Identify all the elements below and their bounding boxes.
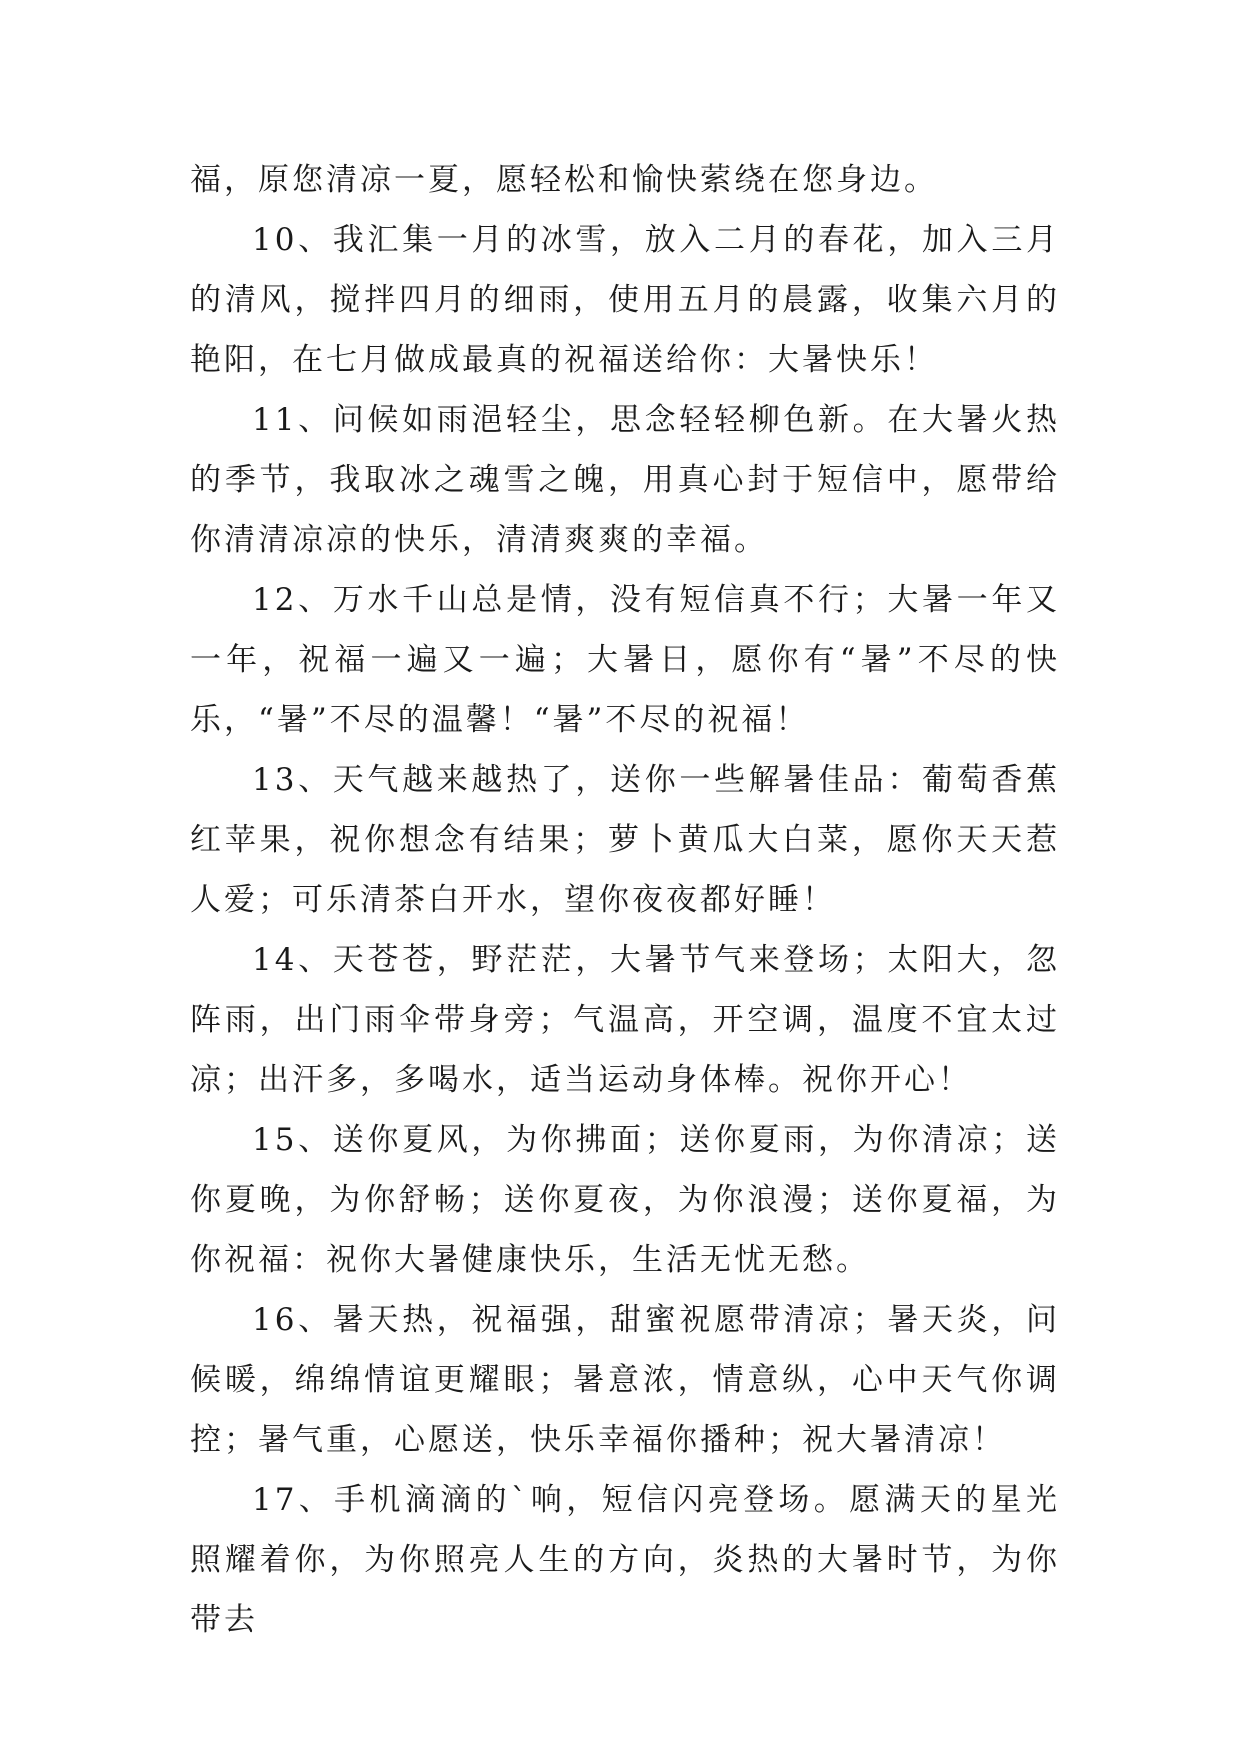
paragraph-10: 10、我汇集一月的冰雪，放入二月的春花，加入三月的清风，搅拌四月的细雨，使用五月的晨露，收集六月的艳阳，在七月做成最真的祝福送给你：大暑快乐！ [190, 222, 1060, 378]
paragraph-continuation: 福，原您清凉一夏，愿轻松和愉快萦绕在您身边。 [190, 162, 938, 198]
paragraph-15: 15、送你夏风，为你拂面；送你夏雨，为你清凉；送你夏晚，为你舒畅；送你夏夜，为你浪漫；送你夏福，为你祝福：祝你大暑健康快乐，生活无忧无愁。 [190, 1122, 1060, 1278]
paragraph-17: 17、手机滴滴的`响，短信闪亮登场。愿满天的星光照耀着你，为你照亮人生的方向，炎热的大暑时节，为你带去 [190, 1482, 1060, 1638]
paragraph-14: 14、天苍苍，野茫茫，大暑节气来登场；太阳大，忽阵雨，出门雨伞带身旁；气温高，开空调，温度不宜太过凉；出汗多，多喝水，适当运动身体棒。祝你开心！ [190, 942, 1060, 1098]
document-page [190, 150, 1060, 1650]
paragraph-12: 12、万水千山总是情，没有短信真不行；大暑一年又一年，祝福一遍又一遍；大暑日，愿你有“暑”不尽的快乐，“暑”不尽的温馨！“暑”不尽的祝福！ [190, 582, 1060, 738]
paragraph-11: 11、问候如雨浥轻尘，思念轻轻柳色新。在大暑火热的季节，我取冰之魂雪之魄，用真心封于短信中，愿带给你清清凉凉的快乐，清清爽爽的幸福。 [190, 402, 1060, 558]
paragraph-13: 13、天气越来越热了，送你一些解暑佳品：葡萄香蕉红苹果，祝你想念有结果；萝卜黄瓜大白菜，愿你天天惹人爱；可乐清茶白开水，望你夜夜都好睡！ [190, 762, 1060, 918]
paragraph-16: 16、暑天热，祝福强，甜蜜祝愿带清凉；暑天炎，问候暖，绵绵情谊更耀眼；暑意浓，情意纵，心中天气你调控；暑气重，心愿送，快乐幸福你播种；祝大暑清凉！ [190, 1302, 1060, 1458]
